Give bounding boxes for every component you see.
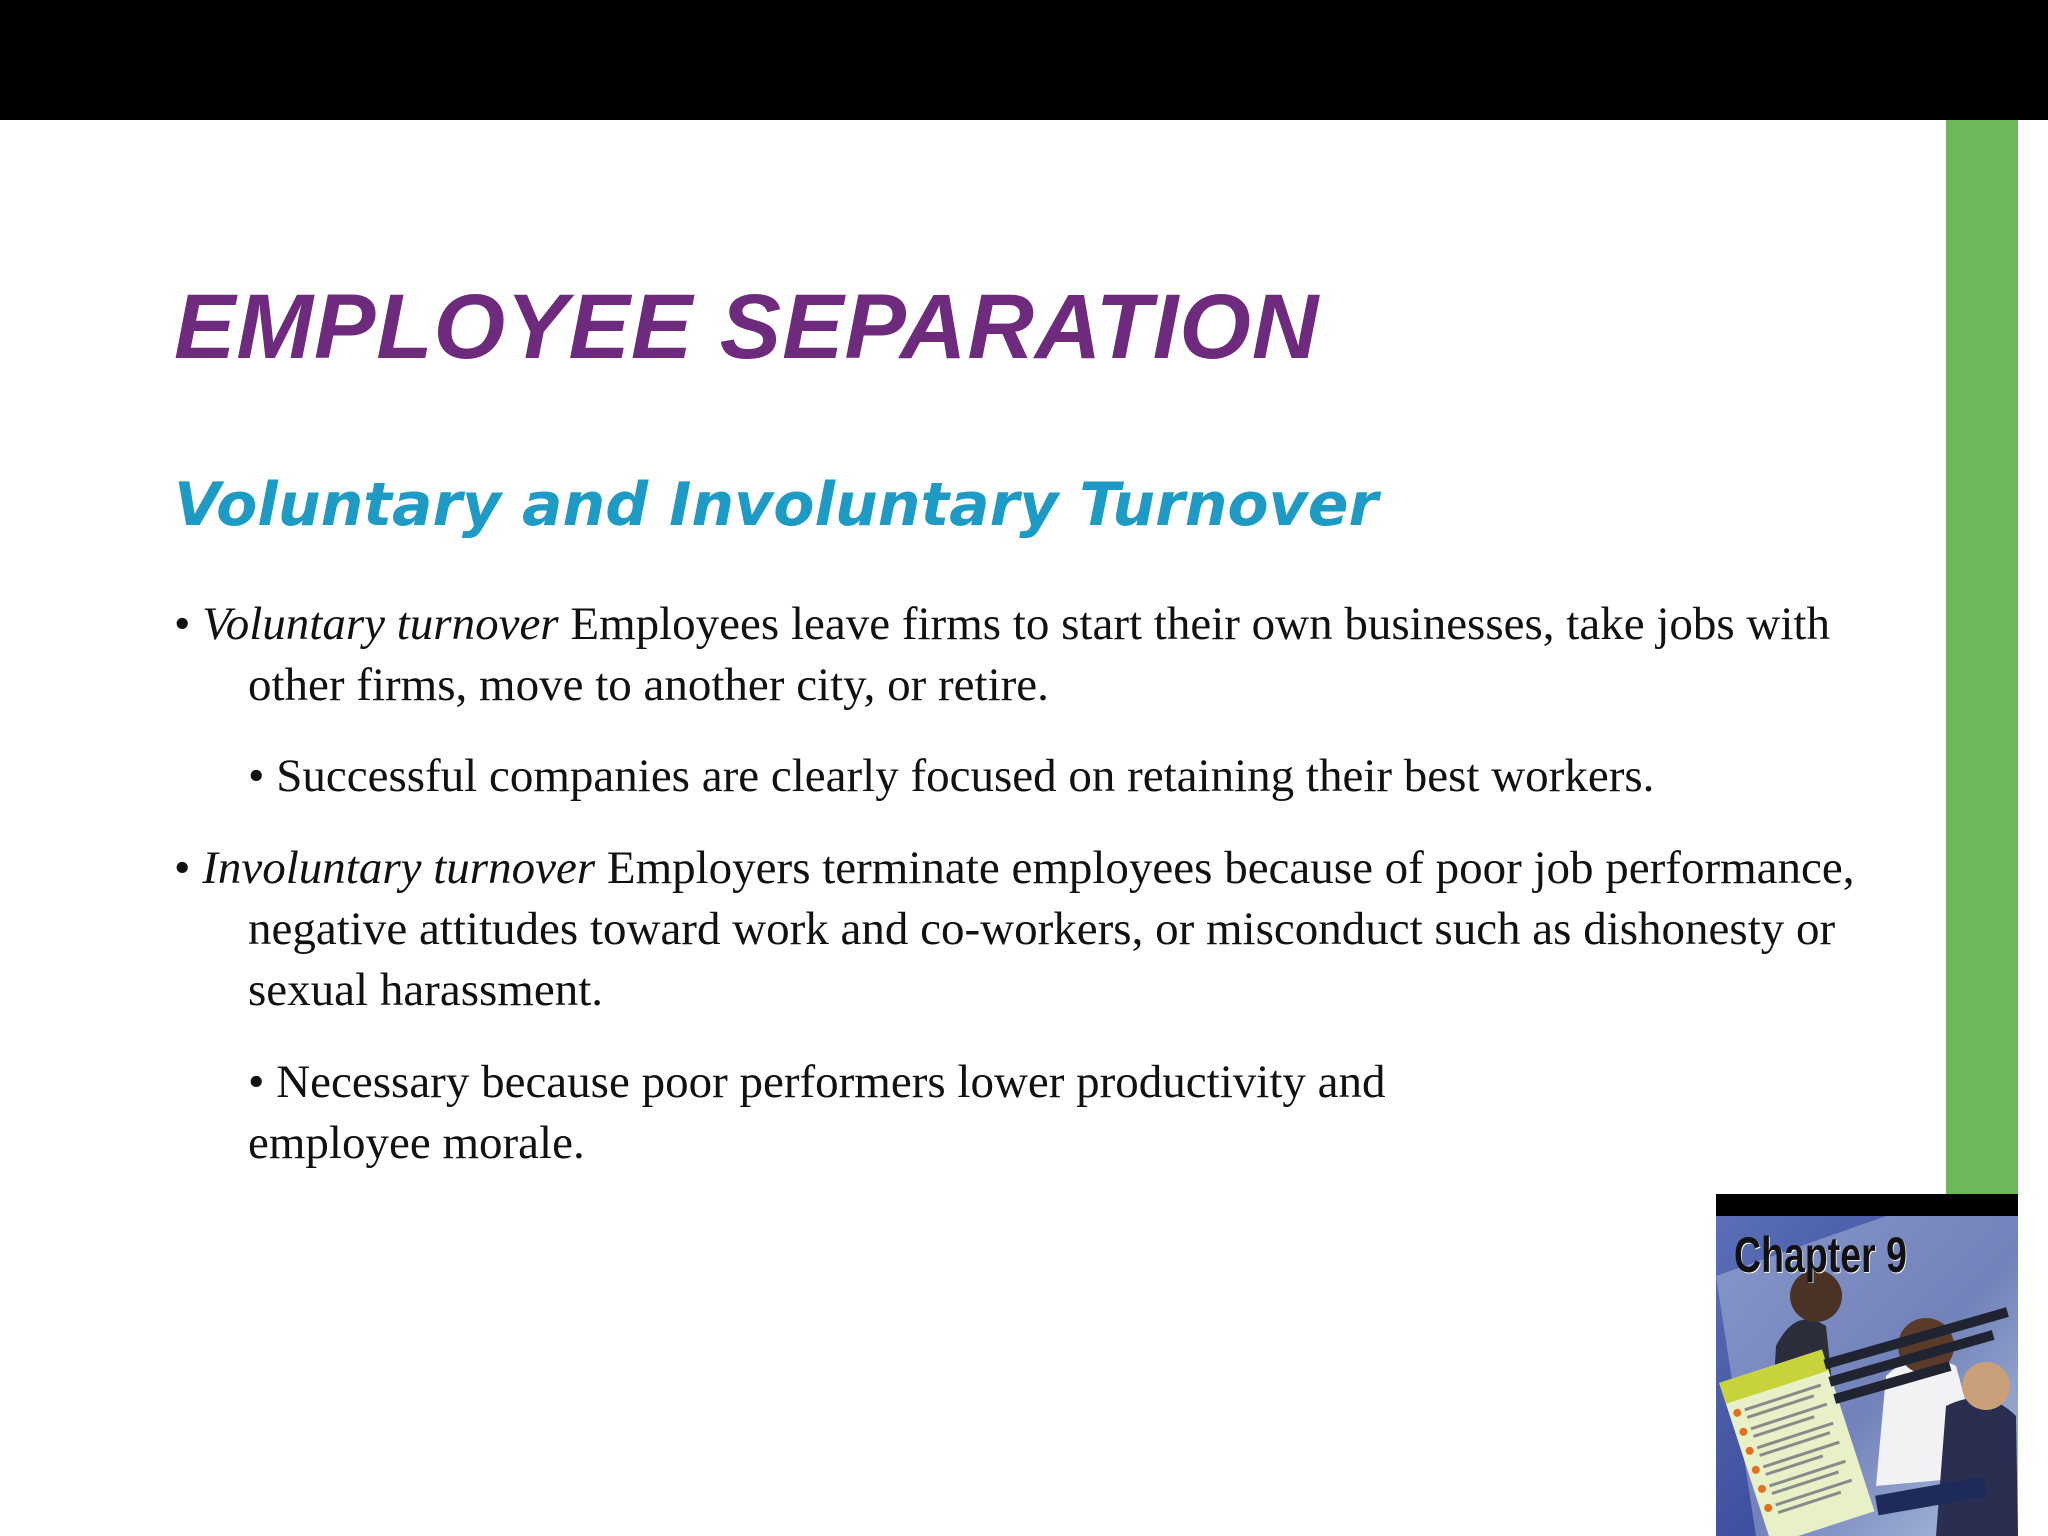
bullet-term: Involuntary turnover — [202, 842, 596, 894]
bullet-marker: • — [248, 1056, 265, 1108]
bullet-marker: • — [174, 598, 191, 650]
sub-bullet-retaining-workers — [248, 746, 1908, 807]
sub-bullet-poor-performers — [248, 1052, 1548, 1174]
bullet-text: Employers terminate employees because of poor job performance, negative attitudes toward work and co-workers, or misconduct such as dishonesty or sexual harassment. — [248, 842, 1867, 1016]
top-black-bar — [0, 0, 2048, 120]
bullet-text: Necessary because poor performers lower productivity and employee morale. — [248, 1056, 1398, 1169]
bullet-text: Successful companies are clearly focused on retaining their best workers. — [276, 750, 1655, 802]
green-side-bar — [1946, 120, 2018, 1200]
chapter-label: Chapter 9 — [1734, 1227, 1907, 1283]
bullet-marker: • — [248, 750, 265, 802]
bullet-text: Employees leave firms to start their own businesses, take jobs with other firms, move to another city, or retire. — [248, 598, 1842, 711]
chapter-cover-thumbnail — [1716, 1194, 2018, 1536]
bullet-term: Voluntary turnover — [202, 598, 559, 650]
bullet-marker: • — [174, 842, 191, 894]
slide-subtitle: Voluntary and Involuntary Turnover — [174, 470, 1379, 540]
chapter-cover-image — [1716, 1216, 2018, 1536]
bullet-voluntary-turnover — [174, 594, 1908, 716]
slide-title: EMPLOYEE SEPARATION — [174, 276, 1320, 378]
bullet-involuntary-turnover — [174, 838, 1908, 1021]
